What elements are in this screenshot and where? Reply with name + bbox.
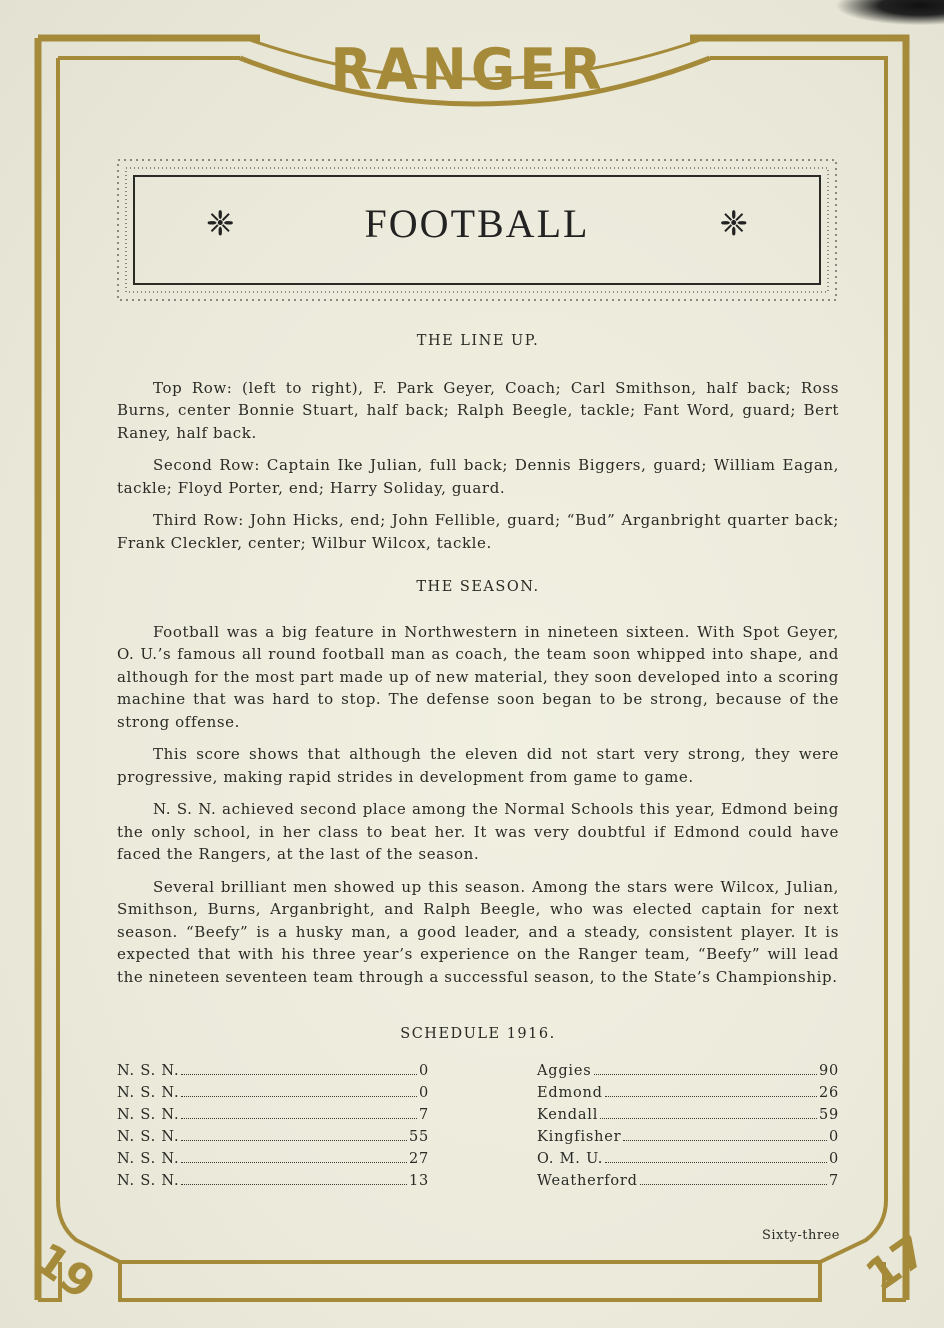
- schedule-team: Kendall: [537, 1107, 599, 1123]
- schedule-row: [117, 1126, 429, 1148]
- schedule-score: 90: [818, 1063, 839, 1079]
- schedule-row: [537, 1148, 839, 1170]
- schedule-row: [537, 1082, 839, 1104]
- dot-leader: [594, 1073, 817, 1075]
- season-paragraph: Several brilliant men showed up this season. Among the stars were Wilcox, Julian, Smithson, Burns, Arganbright, and Ralph Beegle, who was elected captain for next season. “Beefy” is a husky man, a good leader, and a steady, consistent player. It is expected that with his three year’s experience on the Ranger team, “Beefy” will lead the nineteen seventeen team through a successful season, to the State’s Championship.: [117, 877, 839, 986]
- year-left: 19: [24, 1233, 105, 1310]
- schedule-score: 0: [828, 1129, 839, 1145]
- schedule-team: N. S. N.: [117, 1107, 180, 1123]
- title-box: [118, 160, 836, 300]
- schedule-team: Aggies: [537, 1063, 592, 1079]
- dot-leader: [181, 1183, 407, 1185]
- schedule-score: 0: [828, 1151, 839, 1167]
- schedule-team: N. S. N.: [117, 1129, 180, 1145]
- schedule-row: [117, 1148, 429, 1170]
- schedule-team: Kingfisher: [537, 1129, 622, 1145]
- dot-leader: [600, 1117, 817, 1119]
- lineup-second-row: Second Row: Captain Ike Julian, full back; Dennis Biggers, guard; William Eagan, tackle; Floyd Porter, end; Harry Soliday, guard.: [117, 456, 839, 497]
- schedule-row: [117, 1104, 429, 1126]
- masthead-ranger: RANGER: [330, 36, 606, 103]
- dot-leader: [181, 1095, 417, 1097]
- schedule-score: 7: [418, 1107, 429, 1123]
- dot-leader: [181, 1139, 407, 1141]
- schedule-team: O. M. U.: [537, 1151, 604, 1167]
- schedule-team: N. S. N.: [117, 1063, 180, 1079]
- schedule-team: Weatherford: [537, 1173, 638, 1189]
- lineup-heading: THE LINE UP.: [416, 333, 540, 349]
- schedule-row: [537, 1060, 839, 1082]
- dot-leader: [181, 1117, 417, 1119]
- dot-leader: [181, 1073, 417, 1075]
- dot-leader: [605, 1161, 827, 1163]
- ornament-left-icon: ❈: [206, 204, 235, 244]
- season-paragraph: N. S. N. achieved second place among the Normal Schools this year, Edmond being the only school, in her class to beat her. It was very doubtful if Edmond could have faced the Rangers, at the last of the season.: [117, 800, 839, 863]
- schedule-row: [537, 1104, 839, 1126]
- schedule-heading: SCHEDULE 1916.: [400, 1026, 556, 1042]
- schedule-score: 0: [418, 1063, 429, 1079]
- schedule-score: 13: [408, 1173, 429, 1189]
- schedule-row: [117, 1082, 429, 1104]
- schedule-row: [117, 1170, 429, 1192]
- schedule-score: 26: [818, 1085, 839, 1101]
- dot-leader: [640, 1183, 827, 1185]
- season-paragraph: Football was a big feature in Northwestern in nineteen sixteen. With Spot Geyer, O. U.’s famous all round football man as coach, the team soon whipped into shape, and although for the most part made up of new material, they soon developed into a scoring machine that was hard to stop. The defense soon began to be strong, because of the strong offense.: [117, 622, 839, 731]
- schedule-score: 55: [408, 1129, 429, 1145]
- ornament-right-icon: ❈: [719, 204, 748, 244]
- ink-smudge: [824, 0, 944, 28]
- schedule-score: 27: [408, 1151, 429, 1167]
- schedule-score: 0: [418, 1085, 429, 1101]
- schedule-team: N. S. N.: [117, 1173, 180, 1189]
- dot-leader: [623, 1139, 827, 1141]
- dot-leader: [605, 1095, 817, 1097]
- schedule-team: N. S. N.: [117, 1151, 180, 1167]
- season-heading: THE SEASON.: [416, 579, 540, 595]
- schedule-score: 7: [828, 1173, 839, 1189]
- season-paragraph: This score shows that although the eleven did not start very strong, they were progressive, making rapid strides in development from game to game.: [117, 745, 839, 786]
- schedule-home-column: [117, 1060, 429, 1192]
- schedule-row: [537, 1170, 839, 1192]
- lineup-top-row: Top Row: (left to right), F. Park Geyer, Coach; Carl Smithson, half back; Ross Burns, center Bonnie Stuart, half back; Ralph Beegle, tackle; Fant Word, guard; Bert Raney, half back.: [117, 378, 839, 442]
- year-right: 17: [856, 1225, 937, 1302]
- schedule-score: 59: [818, 1107, 839, 1123]
- page-title: FOOTBALL: [364, 201, 590, 246]
- lineup-third-row: Third Row: John Hicks, end; John Fellible, guard; “Bud” Arganbright quarter back; Frank Cleckler, center; Wilbur Wilcox, tackle.: [117, 511, 839, 552]
- schedule-team: N. S. N.: [117, 1085, 180, 1101]
- article-body: [117, 330, 839, 988]
- dot-leader: [181, 1161, 407, 1163]
- schedule-team: Edmond: [537, 1085, 603, 1101]
- schedule-row: [117, 1060, 429, 1082]
- schedule-opponent-column: [537, 1060, 839, 1192]
- page-number: Sixty-three: [761, 1228, 840, 1243]
- schedule-row: [537, 1126, 839, 1148]
